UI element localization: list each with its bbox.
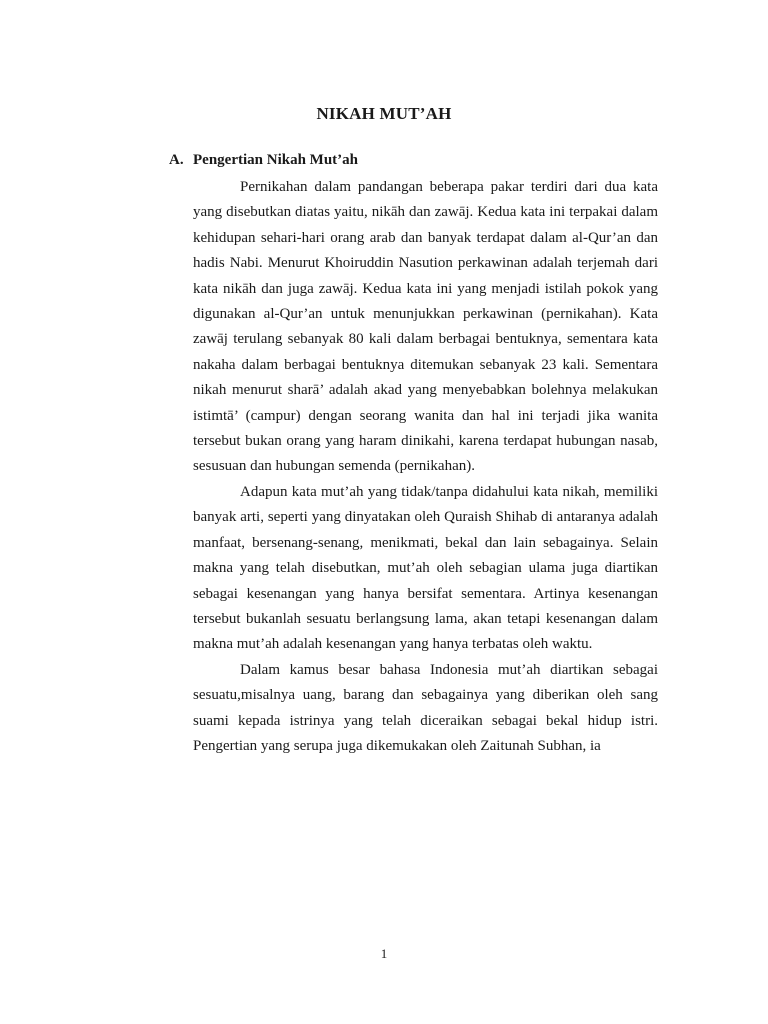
document-title: NIKAH MUT’AH xyxy=(316,104,452,123)
paragraph-3: Dalam kamus besar bahasa Indonesia mut’ah diartikan sebagai sesuatu,misalnya uang, barang dan sebagainya yang diberikan oleh sang suami kepada istrinya yang telah diceraikan sebagai bekal hidup istri. Pengertian yang serupa juga dikemukakan oleh Zaitunah Subhan, ia xyxy=(193,661,658,754)
page-number: 1 xyxy=(380,946,388,961)
section-heading xyxy=(169,152,358,169)
paragraph-1: Pernikahan dalam pandangan beberapa pakar terdiri dari dua kata yang disebutkan diatas yaitu, nikāh dan zawāj. Kedua kata ini terpakai dalam kehidupan sehari-hari orang arab dan banyak terdapat dalam al-Qur’an dan hadis Nabi. Menurut Khoiruddin Nasution perkawinan adalah terjemah dari kata nikāh dan juga zawāj. Kedua kata ini yang menjadi istilah pokok yang digunakan al-Qur’an untuk menunjukkan perkawinan (pernikahan). Kata zawāj terulang sebanyak 80 kali dalam berbagai bentuknya, sementara kata nakaha dalam berbagai bentuknya ditemukan sebanyak 23 kali. Sementara nikah menurut sharā’ adalah akad yang menyebabkan bolehnya melakukan istimtā’ (campur) dengan seorang wanita dan hal ini terjadi jika wanita tersebut bukan orang yang haram dinikahi, karena terdapat hubungan nasab, sesusuan dan hubungan semenda (pernikahan). xyxy=(193,179,658,475)
section-number: A. xyxy=(169,152,184,168)
body-text xyxy=(193,175,658,759)
section-title: Pengertian Nikah Mut’ah xyxy=(193,152,358,168)
paragraph-2: Adapun kata mut’ah yang tidak/tanpa didahului kata nikah, memiliki banyak arti, seperti yang dinyatakan oleh Quraish Shihab di antaranya adalah manfaat, bersenang-senang, menikmati, bekal dan lain sebagainya. Selain makna yang telah disebutkan, mut’ah oleh sebagian ulama juga diartikan sebagai kesenangan yang hanya bersifat sementara. Artinya kesenangan tersebut bukanlah sesuatu berlangsung lama, akan tetapi kesenangan dalam makna mut’ah adalah kesenangan yang hanya terbatas oleh waktu. xyxy=(193,483,658,653)
